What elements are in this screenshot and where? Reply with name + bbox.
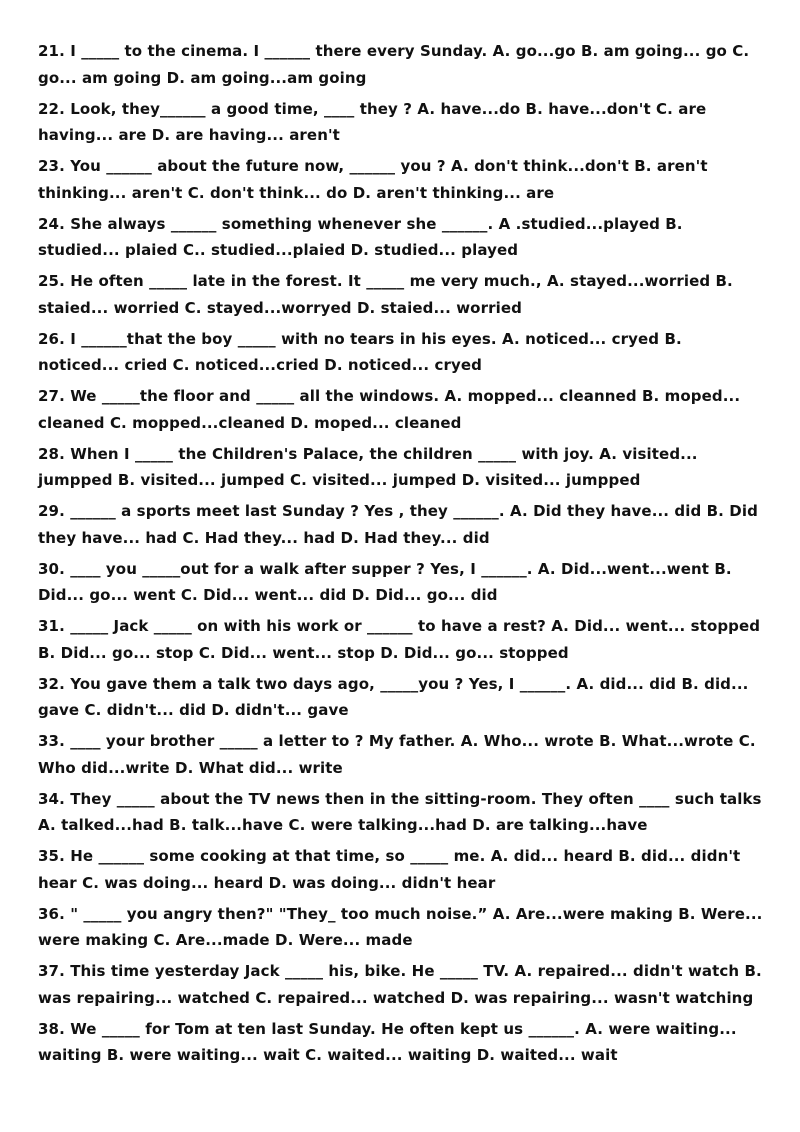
- question-30: [38, 556, 768, 614]
- question-25-text: 25. He often _____ late in the forest. It _____ me very much., A. stayed...worried B. staied... worried C. stayed...worryed D. staied... worried: [38, 272, 733, 317]
- question-21-text: 21. I _____ to the cinema. I ______ there every Sunday. A. go...go B. am going... go C. go... am going D. am going...am going: [38, 42, 750, 87]
- question-32: [38, 671, 768, 729]
- question-24-text: 24. She always ______ something whenever she ______. A .studied...played B. studied... plaied C.. studied...plaied D. studied... played: [38, 214, 683, 259]
- question-32-text: 32. You gave them a talk two days ago, _____you ? Yes, I ______. A. did... did B. did... gave C. didn't... did D. didn't... gave: [38, 674, 749, 719]
- question-24: [38, 211, 768, 269]
- question-29: [38, 498, 768, 556]
- question-34-text: 34. They _____ about the TV news then in the sitting-room. They often ____ such talks A. talked...had B. talk...have C. were talking...had D. are talking...have: [38, 789, 762, 834]
- question-22: [38, 96, 768, 154]
- question-35-text: 35. He ______ some cooking at that time, so _____ me. A. did... heard B. did... didn't hear C. was doing... heard D. was doing... didn't hear: [38, 847, 741, 892]
- question-36: [38, 901, 768, 959]
- question-28: [38, 441, 768, 499]
- question-31: [38, 613, 768, 671]
- question-23-text: 23. You ______ about the future now, ______ you ? A. don't think...don't B. aren't thinking... aren't C. don't think... do D. aren't thinking... are: [38, 157, 708, 202]
- question-34: [38, 786, 768, 844]
- question-38-text: 38. We _____ for Tom at ten last Sunday. He often kept us ______. A. were waiting... waiting B. were waiting... wait C. waited... waiting D. waited... wait: [38, 1019, 737, 1064]
- question-30-text: 30. ____ you _____out for a walk after supper ? Yes, I ______. A. Did...went...went B. Did... go... went C. Did... went... did D. Did... go... did: [38, 559, 732, 604]
- question-37: [38, 958, 768, 1016]
- question-26-text: 26. I ______that the boy _____ with no tears in his eyes. A. noticed... cryed B. noticed... cried C. noticed...cried D. noticed... cryed: [38, 329, 682, 374]
- question-37-text: 37. This time yesterday Jack _____ his, bike. He _____ TV. A. repaired... didn't watch B. was repairing... watched C. repaired... watched D. was repairing... wasn't watching: [38, 962, 762, 1007]
- question-29-text: 29. ______ a sports meet last Sunday ? Yes , they ______. A. Did they have... did B. Did they have... had C. Had they... had D. Had they... did: [38, 502, 758, 547]
- question-33: [38, 728, 768, 786]
- question-27-text: 27. We _____the floor and _____ all the windows. A. mopped... cleanned B. moped... cleaned C. mopped...cleaned D. moped... cleaned: [38, 387, 741, 432]
- question-21: [38, 38, 768, 96]
- question-22-text: 22. Look, they______ a good time, ____ they ? A. have...do B. have...don't C. are having... are D. are having... aren't: [38, 99, 707, 144]
- question-31-text: 31. _____ Jack _____ on with his work or ______ to have a rest? A. Did... went... stopped B. Did... go... stop C. Did... went... stop D. Did... go... stopped: [38, 617, 761, 662]
- question-38: [38, 1016, 768, 1074]
- question-36-text: 36. " _____ you angry then?" "They_ too much noise.” A. Are...were making B. Were... were making C. Are...made D. Were... made: [38, 904, 763, 949]
- question-list: [38, 38, 768, 1073]
- question-35: [38, 843, 768, 901]
- question-25: [38, 268, 768, 326]
- question-28-text: 28. When I _____ the Children's Palace, the children _____ with joy. A. visited... jumpped B. visited... jumped C. visited... jumped D. visited... jumpped: [38, 444, 698, 489]
- question-23: [38, 153, 768, 211]
- question-27: [38, 383, 768, 441]
- question-26: [38, 326, 768, 384]
- question-33-text: 33. ____ your brother _____ a letter to ? My father. A. Who... wrote B. What...wrote C. Who did...write D. What did... write: [38, 732, 756, 777]
